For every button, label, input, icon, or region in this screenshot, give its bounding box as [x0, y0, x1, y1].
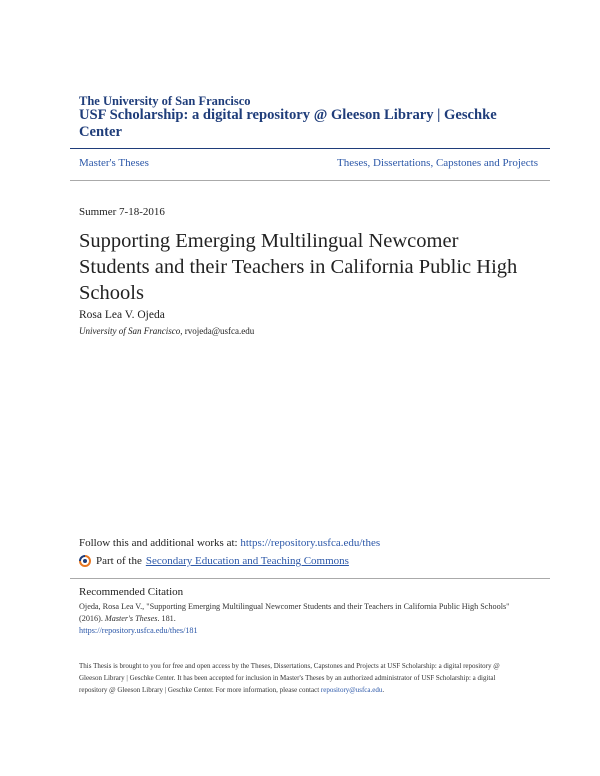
citation-url-link[interactable]: https://repository.usfca.edu/thes/181: [79, 626, 198, 635]
footer-text: This Thesis is brought to you for free and open access by the Theses, Dissertations, Capstones and Projects at USF Scholarship: a digital repository @ Gleeson Library | Geschke Center. It has been accepted for inclusion in Master's Theses by an authorized administrator of USF Scholarship: a digital repository @ Gleeson Library | Geschke Center. For more information, please contact: [79, 662, 500, 694]
nav-divider: [70, 180, 550, 181]
citation-heading: Recommended Citation: [79, 586, 184, 598]
citation-number: . 181.: [157, 614, 176, 623]
contact-email-link[interactable]: repository@usfca.edu: [320, 686, 383, 694]
part-of-text: Part of the: [96, 555, 142, 567]
creative-commons-icon: [79, 555, 91, 567]
repository-link[interactable]: https://repository.usfca.edu/thes: [240, 537, 381, 549]
masters-theses-link[interactable]: Master's Theses: [79, 157, 149, 169]
part-of-line: [79, 555, 349, 567]
footer-end: .: [382, 686, 385, 694]
citation-divider: [70, 578, 550, 579]
follow-text: Follow this and additional works at:: [79, 537, 238, 549]
university-name: The University of San Francisco: [79, 94, 251, 108]
citation-text: Ojeda, Rosa Lea V., "Supporting Emerging Multilingual Newcomer Students and their Teachers in California Public High Schools" (2016).: [79, 602, 510, 623]
citation-block: [79, 601, 524, 637]
affiliation-name: University of San Francisco: [79, 326, 181, 336]
secondary-education-commons-link[interactable]: Secondary Education and Teaching Commons: [145, 555, 349, 567]
footer-notice: [79, 660, 524, 696]
publication-date: Summer 7-18-2016: [79, 206, 165, 218]
author-name: Rosa Lea V. Ojeda: [79, 309, 165, 321]
author-email: rvojeda@usfca.edu: [184, 326, 255, 336]
header-divider: [70, 148, 550, 149]
follow-line: [79, 537, 380, 549]
author-affiliation: University of San Francisco, rvojeda@usfca.edu: [79, 326, 255, 336]
document-title: Supporting Emerging Multilingual Newcomer Students and their Teachers in California Public High Schools: [79, 230, 518, 304]
repository-name: USF Scholarship: a digital repository @ Gleeson Library | Geschke Center: [79, 107, 497, 140]
citation-series: Master's Theses: [104, 614, 158, 623]
theses-collection-link[interactable]: Theses, Dissertations, Capstones and Projects: [336, 157, 538, 169]
